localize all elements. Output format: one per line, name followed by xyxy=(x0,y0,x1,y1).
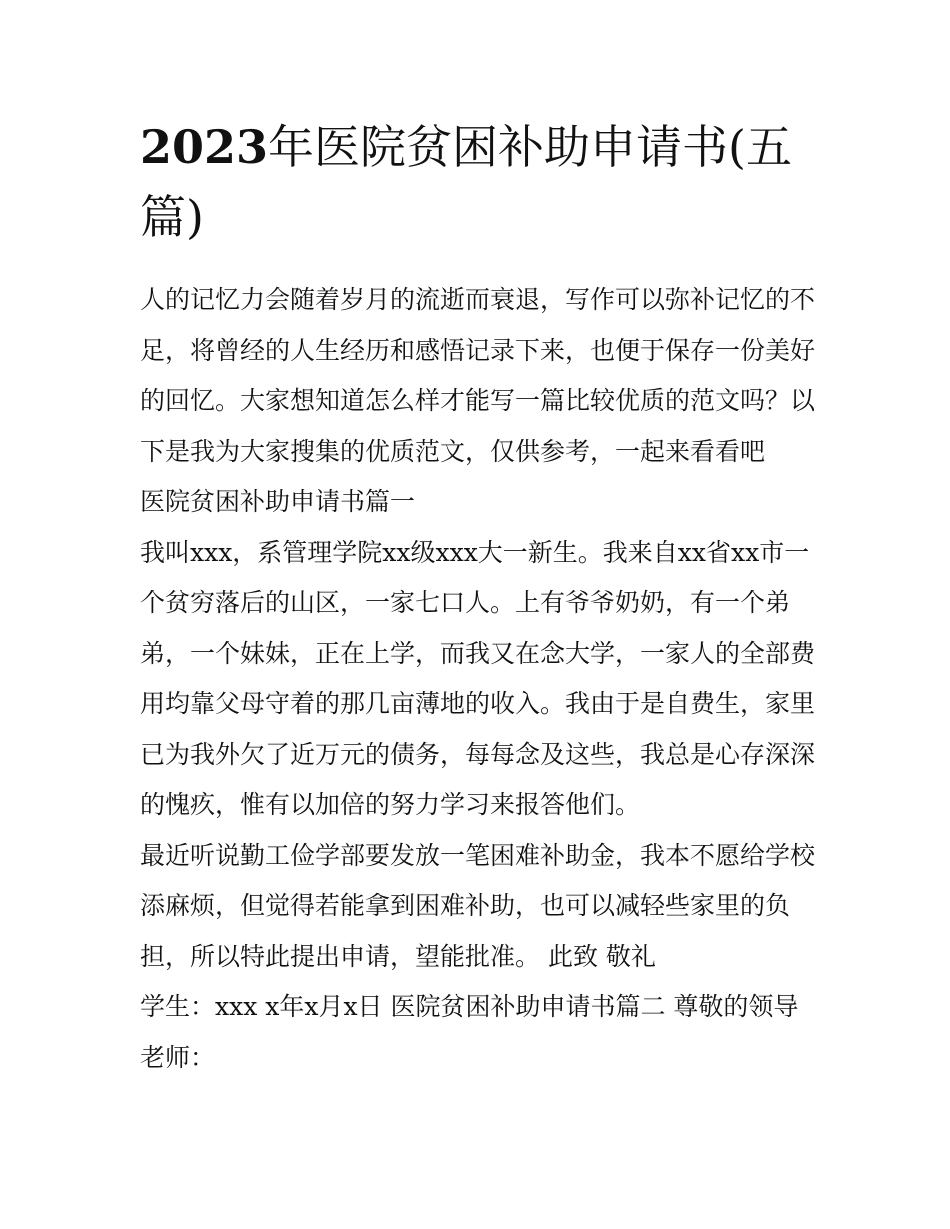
document-title xyxy=(140,112,830,252)
document-body xyxy=(140,275,820,1083)
body-paragraph: 我叫xxx，系管理学院xx级xxx大一新生。我来自xx省xx市一个贫穷落后的山区，一家七口人。上有爷爷奶奶，有一个弟弟，一个妹妹，正在上学，而我又在念大学，一家人的全部费用均靠父母守着的那几亩薄地的收入。我由于是自费生，家里已为我外欠了近万元的债务，每每念及这些，我总是心存深深的愧疚，惟有以加倍的努力学习来报答他们。 xyxy=(140,537,816,819)
intro-paragraph: 人的记忆力会随着岁月的流逝而衰退，写作可以弥补记忆的不足，将曾经的人生经历和感悟记录下来，也便于保存一份美好的回忆。大家想知道怎么样才能写一篇比较优质的范文吗？以下是我为大家搜集的优质范文，仅供参考，一起来看看吧 xyxy=(140,285,816,466)
body-paragraph: 最近听说勤工俭学部要发放一笔困难补助金，我本不愿给学校添麻烦，但觉得若能拿到困难补助，也可以减轻些家里的负担，所以特此提出申请，望能批准。 此致 敬礼 xyxy=(140,840,816,971)
signature-paragraph: 学生：xxx x年x月x日 医院贫困补助申请书篇二 尊敬的领导老师： xyxy=(140,992,799,1072)
title-year: 2023 xyxy=(140,120,269,174)
title-text: 年医院贫困补助申请书(五篇) xyxy=(140,120,792,244)
section-heading-1: 医院贫困补助申请书篇一 xyxy=(140,487,416,516)
